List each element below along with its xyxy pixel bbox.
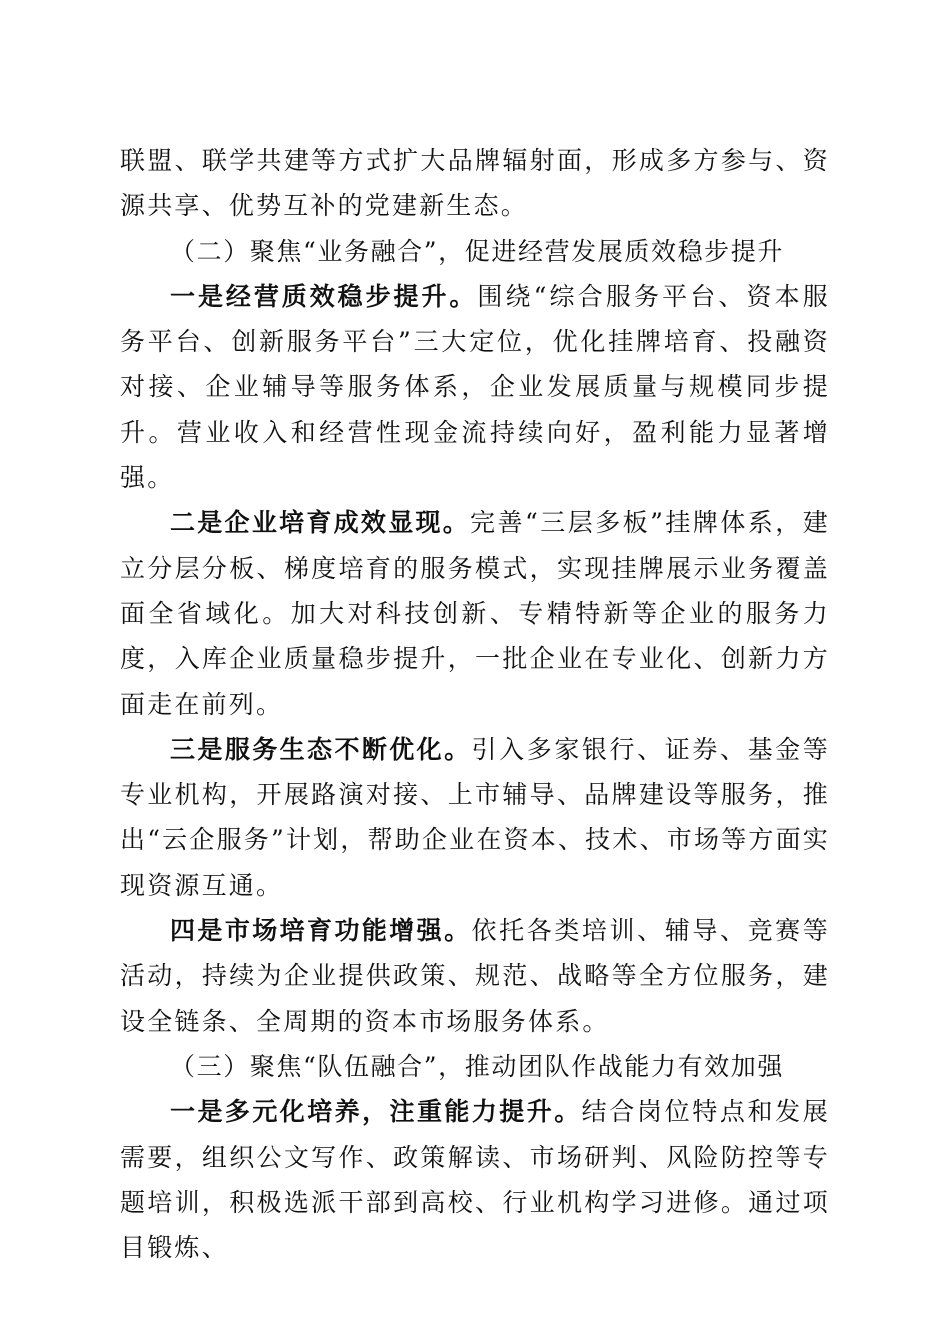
paragraph-lead: 一是经营质效稳步提升。 bbox=[170, 281, 478, 311]
paragraph-lead: 三是服务生态不断优化。 bbox=[170, 734, 472, 764]
paragraph-lead: 一是多元化培养，注重能力提升。 bbox=[170, 1097, 582, 1127]
paragraph-item bbox=[120, 1089, 830, 1270]
document-page bbox=[120, 138, 830, 1270]
paragraph-body: 依托各类培训、辅导、竞赛等活动，持续为企业提供政策、规范、战略等全方位服务，建设全链条、全周期的资本市场服务体系。 bbox=[120, 916, 830, 1036]
paragraph-lead: 二是企业培育成效显现。 bbox=[170, 508, 471, 538]
paragraph-item bbox=[120, 727, 830, 908]
paragraph-body: 围绕“综合服务平台、资本服务平台、创新服务平台”三大定位，优化挂牌培育、投融资对接、企业辅导等服务体系，企业发展质量与规模同步提升。营业收入和经营性现金流持续向好，盈利能力显著增强。 bbox=[120, 281, 830, 493]
paragraph-item bbox=[120, 908, 830, 1044]
paragraph-body: 引入多家银行、证券、基金等专业机构，开展路演对接、上市辅导、品牌建设等服务，推出“云企服务”计划，帮助企业在资本、技术、市场等方面实现资源互通。 bbox=[120, 734, 830, 900]
paragraph-item bbox=[120, 500, 830, 726]
paragraph-continuation: 联盟、联学共建等方式扩大品牌辐射面，形成多方参与、资源共享、优势互补的党建新生态。 bbox=[120, 146, 830, 221]
section-heading-business-integration: （二）聚焦“业务融合”，促进经营发展质效稳步提升 bbox=[170, 236, 784, 266]
paragraph-body: 结合岗位特点和发展需要，组织公文写作、政策解读、市场研判、风险防控等专题培训，积极选派干部到高校、行业机构学习进修。通过项目锻炼、 bbox=[120, 1097, 830, 1263]
paragraph-item bbox=[120, 274, 830, 500]
paragraph-body: 完善“三层多板”挂牌体系，建立分层分板、梯度培育的服务模式，实现挂牌展示业务覆盖面全省域化。加大对科技创新、专精特新等企业的服务力度，入库企业质量稳步提升，一批企业在专业化、创新力方面走在前列。 bbox=[120, 508, 830, 719]
paragraph-lead: 四是市场培育功能增强。 bbox=[170, 916, 472, 946]
section-heading-team-integration: （三）聚焦“队伍融合”，推动团队作战能力有效加强 bbox=[170, 1051, 784, 1081]
